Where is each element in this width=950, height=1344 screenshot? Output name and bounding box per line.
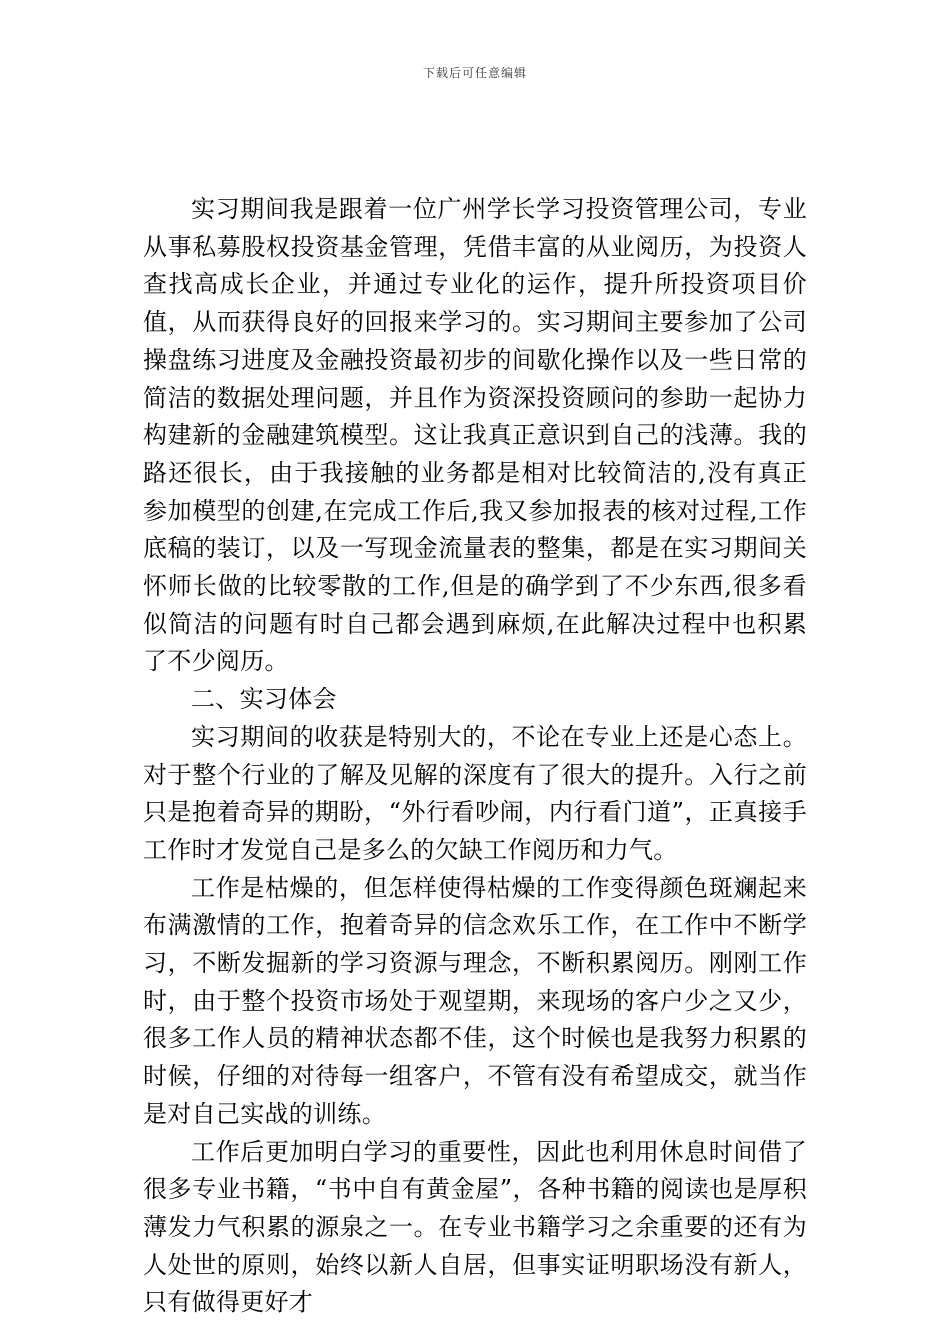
section-heading-experience: 二、实习体会 [191, 685, 337, 714]
paragraph-learning: 工作后更加明白学习的重要性，因此也利用休息时间借了很多专业书籍，“书中自有黄金屋”，各种书籍的阅读也是厚积薄发力气积累的源泉之一。在专业书籍学习之余重要的还有为人处世的原则，始终以新人自居，但事实证明职场没有新人，只有做得更好才 [143, 1137, 807, 1317]
paragraph-internship-work: 实习期间我是跟着一位广州学长学习投资管理公司，专业从事私募股权投资基金管理，凭借丰富的从业阅历，为投资人查找高成长企业，并通过专业化的运作，提升所投资项目价值，从而获得良好的回报来学习的。实习期间主要参加了公司操盘练习进度及金融投资最初步的间歇化操作以及一些日常的简洁的数据处理问题，并且作为资深投资顾问的参助一起协力构建新的金融建筑模型。这让我真正意识到自己的浅薄。我的路还很长，由于我接触的业务都是相对比较简洁的,没有真正参加模型的创建,在完成工作后,我又参加报表的核对过程,工作底稿的装订，以及一写现金流量表的整集，都是在实习期间关怀师长做的比较零散的工作,但是的确学到了不少东西,很多看似简洁的问题有时自己都会遇到麻烦,在此解决过程中也积累了不少阅历。 [143, 195, 807, 676]
paragraph-gains: 实习期间的收获是特别大的，不论在专业上还是心态上。对于整个行业的了解及见解的深度有了很大的提升。入行之前只是抱着奇异的期盼，“外行看吵闹，内行看门道”，正真接手工作时才发觉自己是多么的欠缺工作阅历和力气。 [143, 722, 807, 864]
paragraph-work-attitude: 工作是枯燥的，但怎样使得枯燥的工作变得颜色斑斓起来布满激情的工作，抱着奇异的信念欢乐工作，在工作中不断学习，不断发掘新的学习资源与理念，不断积累阅历。刚刚工作时，由于整个投资市场处于观望期，来现场的客户少之又少，很多工作人员的精神状态都不佳，这个时候也是我努力积累的时候，仔细的对待每一组客户，不管有没有希望成交，就当作是对自己实战的训练。 [143, 873, 807, 1128]
header-note: 下载后可任意编辑 [422, 66, 527, 80]
document-body [143, 191, 807, 1322]
